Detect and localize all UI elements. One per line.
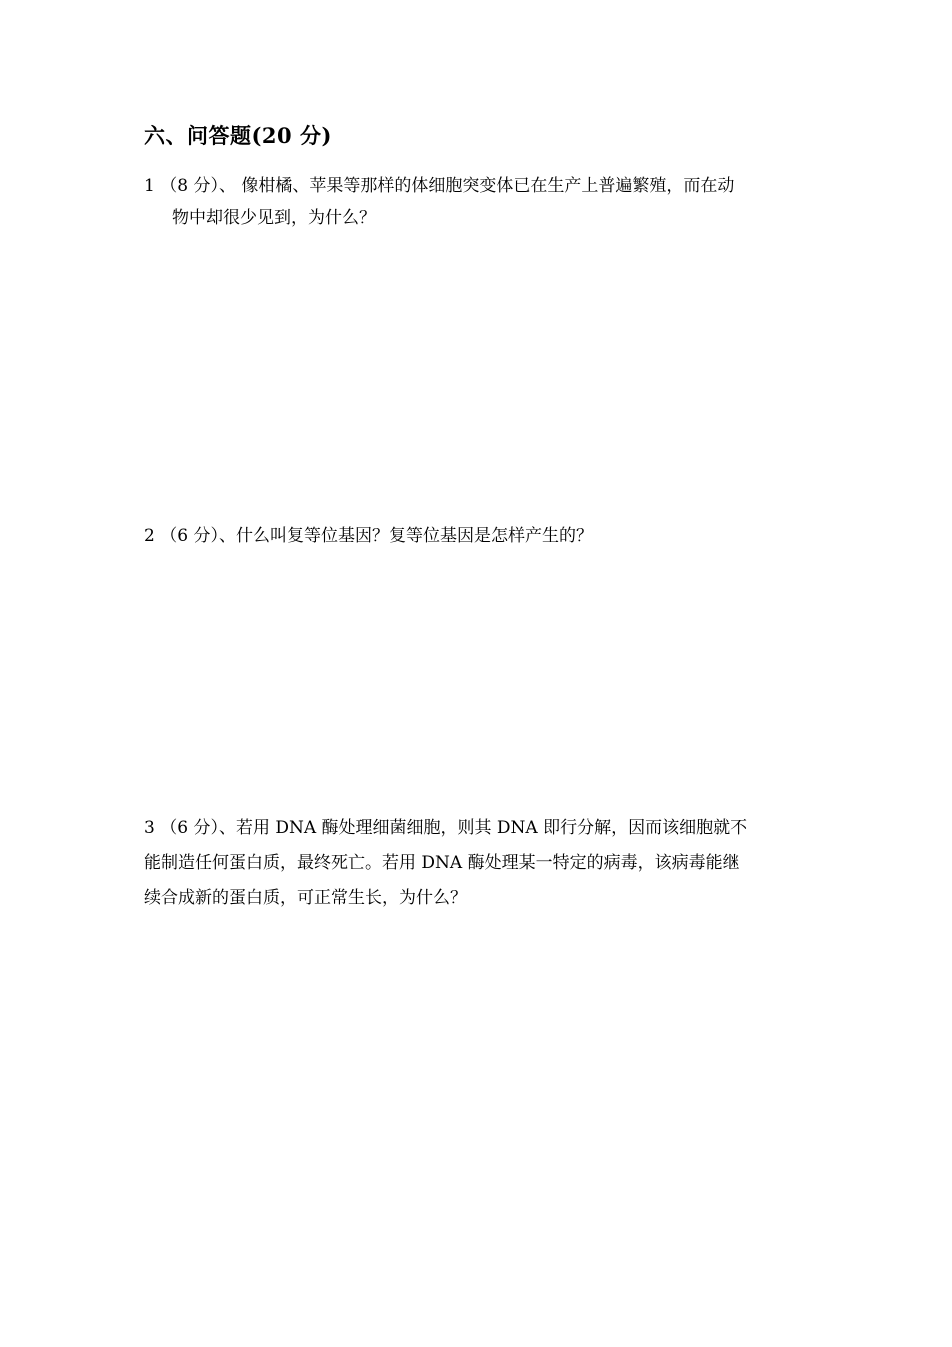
- question-3-line-2: 能制造任何蛋白质，最终死亡。若用 DNA 酶处理某一特定的病毒，该病毒能继: [144, 853, 740, 873]
- question-3-line-1: 3 （6 分）、若用 DNA 酶处理细菌细胞，则其 DNA 即行分解，因而该细胞就不: [144, 818, 748, 838]
- question-3: [144, 811, 812, 916]
- question-1: [144, 170, 812, 234]
- question-2: [144, 520, 812, 552]
- question-1-line-2: 物中却很少见到，为什么？: [172, 208, 376, 228]
- question-3-line-3: 续合成新的蛋白质，可正常生长，为什么？: [144, 888, 467, 908]
- question-2-line-1: 2 （6 分）、什么叫复等位基因？复等位基因是怎样产生的？: [144, 526, 593, 546]
- section-title: 六、问答题(20 分): [144, 123, 332, 148]
- question-1-line-1: 1 （8 分）、 像柑橘、苹果等那样的体细胞突变体已在生产上普遍繁殖，而在动: [144, 176, 735, 196]
